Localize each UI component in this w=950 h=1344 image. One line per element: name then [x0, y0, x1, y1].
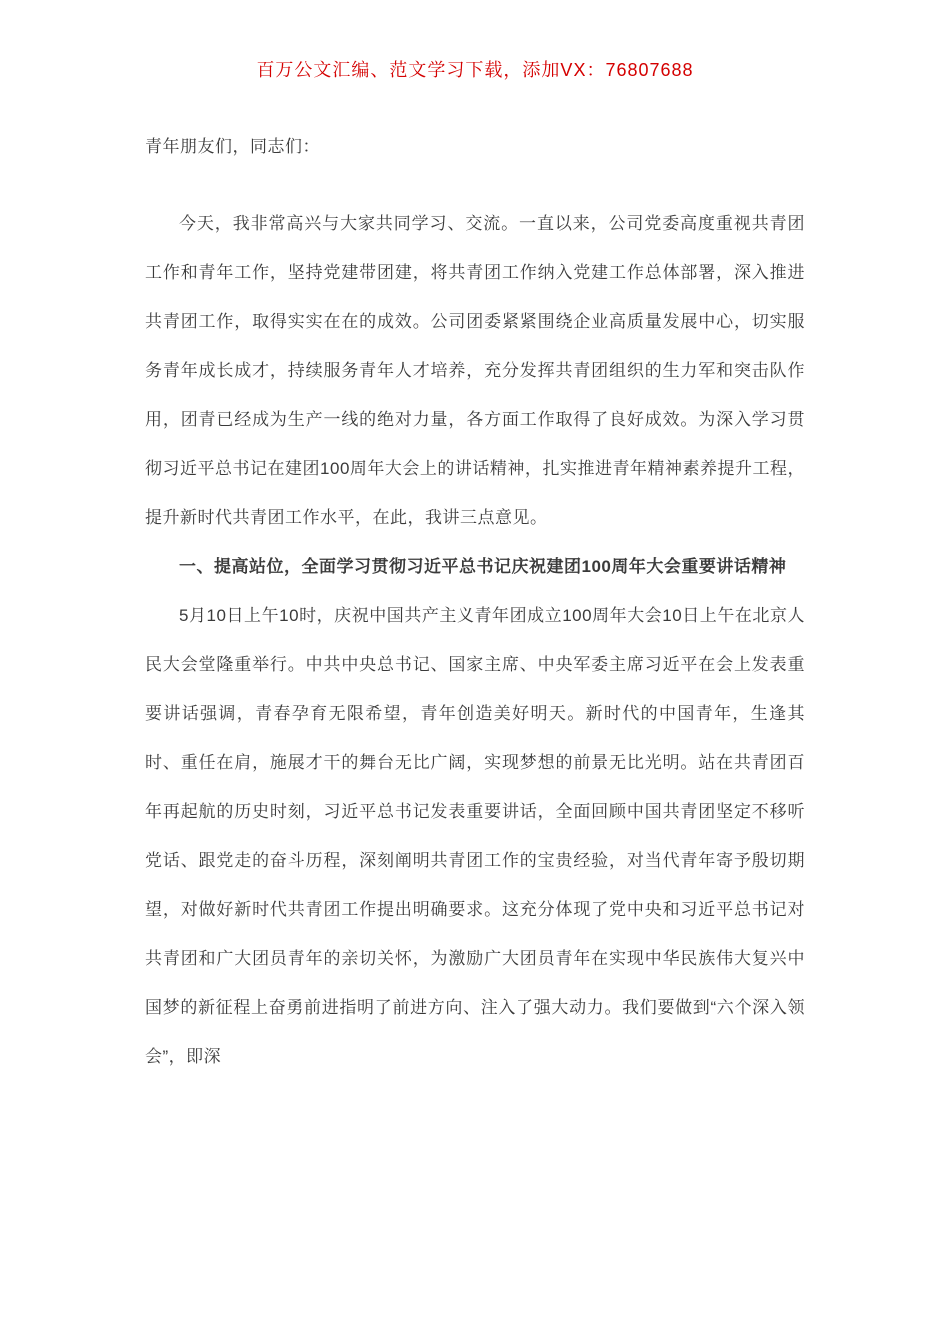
paragraph-section-1-body: 5月10日上午10时，庆祝中国共产主义青年团成立100周年大会10日上午在北京人民大会堂隆重举行。中共中央总书记、国家主席、中央军委主席习近平在会上发表重要讲话强调，青春孕育无限希望，青年创造美好明天。新时代的中国青年，生逢其时、重任在肩，施展才干的舞台无比广阔，实现梦想的前景无比光明。站在共青团百年再起航的历史时刻，习近平总书记发表重要讲话，全面回顾中国共青团坚定不移听党话、跟党走的奋斗历程，深刻阐明共青团工作的宝贵经验，对当代青年寄予殷切期望，对做好新时代共青团工作提出明确要求。这充分体现了党中央和习近平总书记对共青团和广大团员青年的亲切关怀，为激励广大团员青年在实现中华民族伟大复兴中国梦的新征程上奋勇前进指明了前进方向、注入了强大动力。我们要做到“六个深入领会”，即深 [145, 606, 805, 1066]
salutation-line: 青年朋友们，同志们： [145, 137, 320, 156]
red-notice-banner: 百万公文汇编、范文学习下载，添加VX：76807688 [256, 60, 694, 80]
section-heading-1: 一、提高站位，全面学习贯彻习近平总书记庆祝建团100周年大会重要讲话精神 [179, 557, 787, 576]
paragraph-intro: 今天，我非常高兴与大家共同学习、交流。一直以来，公司党委高度重视共青团工作和青年工作，坚持党建带团建，将共青团工作纳入党建工作总体部署，深入推进共青团工作，取得实实在在的成效。公司团委紧紧围绕企业高质量发展中心，切实服务青年成长成才，持续服务青年人才培养，充分发挥共青团组织的生力军和突击队作用，团青已经成为生产一线的绝对力量，各方面工作取得了良好成效。为深入学习贯彻习近平总书记在建团100周年大会上的讲话精神，扎实推进青年精神素养提升工程，提升新时代共青团工作水平，在此，我讲三点意见。 [145, 214, 805, 527]
document-body [145, 122, 805, 1081]
